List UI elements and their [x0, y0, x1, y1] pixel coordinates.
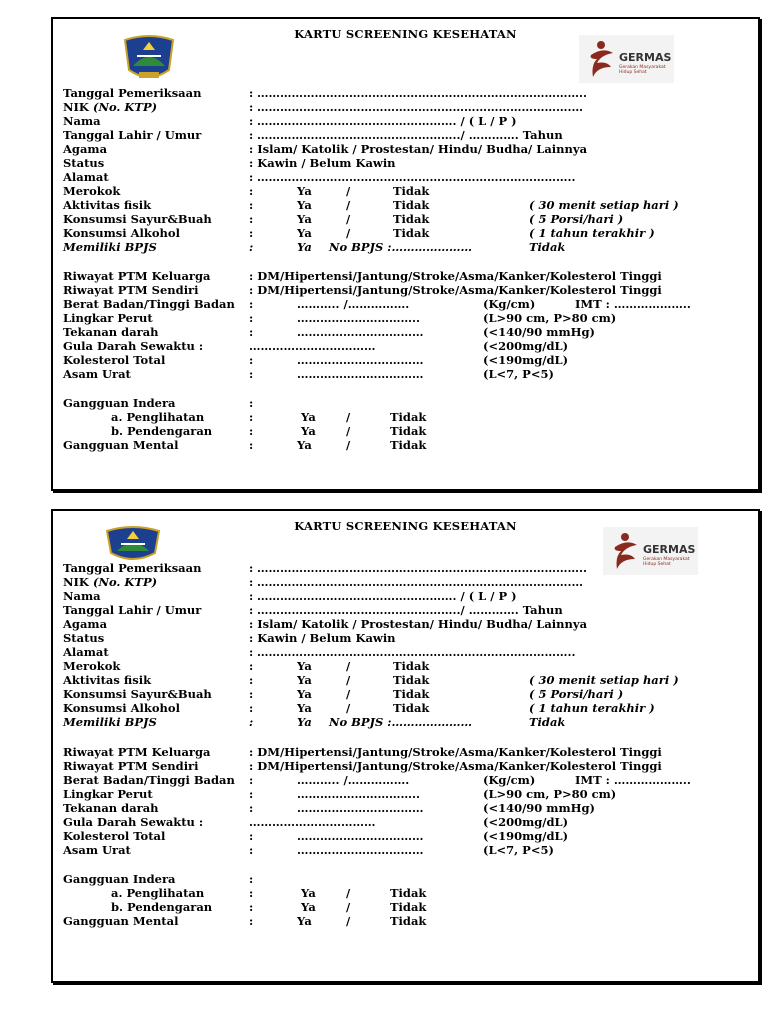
regency-crest-icon: [119, 32, 179, 84]
field-unit: (<190mg/dL): [483, 829, 569, 843]
colon: :: [249, 773, 254, 787]
field-label: Memiliki BPJS: [63, 240, 157, 254]
colon: :: [249, 424, 254, 438]
colon: :: [249, 297, 254, 311]
field-value: : Islam/ Katolik / Prostestan/ Hindu/ Budha/ Lainnya: [249, 617, 588, 631]
colon: :: [249, 829, 254, 843]
field-label: Konsumsi Alkohol: [63, 226, 180, 240]
field-label: Riwayat PTM Keluarga: [63, 269, 211, 283]
field-label: Agama: [63, 142, 108, 156]
colon: :: [249, 311, 254, 325]
colon: :: [249, 659, 254, 673]
field-label: Kolesterol Total: [63, 829, 166, 843]
bpjs-number: No BPJS :…………………: [329, 240, 473, 254]
row-mental: [63, 914, 753, 928]
field-label: Lingkar Perut: [63, 787, 153, 801]
field-label: Tanggal Pemeriksaan: [63, 86, 202, 100]
field-label: Gangguan Mental: [63, 914, 179, 928]
field-label: b. Pendengaran: [111, 424, 213, 438]
field-label: Merokok: [63, 184, 121, 198]
colon: :: [249, 900, 254, 914]
field-unit: (L>90 cm, P>80 cm): [483, 311, 617, 325]
option-ya: Ya: [297, 673, 312, 687]
row-nik: [63, 100, 753, 114]
field-label: Lingkar Perut: [63, 311, 153, 325]
field-label: NIK: [63, 100, 89, 114]
option-ya: Ya: [301, 410, 316, 424]
field-label: Asam Urat: [63, 367, 131, 381]
row-tanggal-pemeriksaan: [63, 86, 753, 100]
option-tidak: Tidak: [390, 886, 427, 900]
field-label: Konsumsi Alkohol: [63, 701, 180, 715]
imt-field: IMT : ………………..: [575, 297, 691, 311]
row-mental: [63, 438, 753, 452]
field-unit: (<200mg/dL): [483, 339, 569, 353]
row-ptm-keluarga: [63, 269, 753, 283]
field-label: Tekanan darah: [63, 801, 159, 815]
colon: :: [249, 198, 254, 212]
card-title: KARTU SCREENING KESEHATAN: [294, 27, 517, 41]
option-tidak: Tidak: [390, 438, 427, 452]
row-gula: [63, 815, 753, 829]
colon: :: [249, 701, 254, 715]
row-kolesterol: [63, 353, 753, 367]
option-slash: /: [346, 212, 351, 226]
option-tidak: Tidak: [393, 701, 430, 715]
row-alamat: [63, 645, 753, 659]
option-tidak: Tidak: [393, 659, 430, 673]
colon: :: [249, 575, 254, 589]
field-unit: (<200mg/dL): [483, 815, 569, 829]
field-value: : Kawin / Belum Kawin: [249, 156, 396, 170]
field-label: Aktivitas fisik: [63, 198, 152, 212]
field-label-italic: (No. KTP): [93, 100, 158, 114]
field-label: Aktivitas fisik: [63, 673, 152, 687]
option-slash: /: [346, 424, 351, 438]
field-label: Riwayat PTM Sendiri: [63, 283, 199, 297]
field-value: : DM/Hipertensi/Jantung/Stroke/Asma/Kanker/Kolesterol Tinggi: [249, 269, 662, 283]
field-label: Alamat: [63, 170, 109, 184]
row-aktivitas: [63, 673, 753, 687]
field-label: Gula Darah Sewaktu :: [63, 339, 204, 353]
row-penglihatan: [63, 410, 753, 424]
bpjs-number: No BPJS :…………………: [329, 715, 473, 729]
option-ya: Ya: [301, 900, 316, 914]
row-agama: [63, 617, 753, 631]
field-unit: (L>90 cm, P>80 cm): [483, 787, 617, 801]
field-label: Asam Urat: [63, 843, 131, 857]
field-value: ……………………………………………../ …………. Tahun: [257, 128, 563, 142]
screening-card: [51, 17, 760, 491]
field-value: : Islam/ Katolik / Prostestan/ Hindu/ Budha/ Lainnya: [249, 142, 588, 156]
option-ya: Ya: [297, 687, 312, 701]
field-value: ……………………………………………. / ( L / P ): [257, 589, 517, 603]
field-value: ………………………………………………………………………..: [257, 170, 576, 184]
row-status: [63, 631, 753, 645]
field-label: Gula Darah Sewaktu :: [63, 815, 204, 829]
field-label: Tanggal Lahir / Umur: [63, 603, 202, 617]
field-value: ……………………………………………………………………….…: [257, 100, 584, 114]
row-alkohol: [63, 226, 753, 240]
option-slash: /: [346, 914, 351, 928]
option-slash: /: [346, 886, 351, 900]
colon: :: [249, 353, 254, 367]
row-pendengaran: [63, 424, 753, 438]
colon: :: [249, 438, 254, 452]
option-tidak: Tidak: [393, 673, 430, 687]
field-value: ………………………………………………………………………..: [257, 645, 576, 659]
row-kolesterol: [63, 829, 753, 843]
row-asam-urat: [63, 367, 753, 381]
field-value: ……………………………………………../ …………. Tahun: [257, 603, 563, 617]
option-slash: /: [346, 438, 351, 452]
colon: :: [249, 184, 254, 198]
colon: :: [249, 715, 254, 729]
row-sayur: [63, 687, 753, 701]
row-pendengaran: [63, 900, 753, 914]
colon: :: [249, 673, 254, 687]
colon: :: [249, 603, 254, 617]
row-tekanan: [63, 801, 753, 815]
option-tidak: Tidak: [393, 687, 430, 701]
colon: :: [249, 170, 254, 184]
imt-field: IMT : ………………..: [575, 773, 691, 787]
colon: :: [249, 100, 254, 114]
field-unit: (L<7, P<5): [483, 843, 554, 857]
option-ya: Ya: [297, 212, 312, 226]
field-note: ( 30 menit setiap hari ): [529, 673, 679, 687]
option-slash: /: [346, 659, 351, 673]
field-unit: (L<7, P<5): [483, 367, 554, 381]
row-sayur: [63, 212, 753, 226]
field-value: ……………………………: [297, 367, 424, 381]
germas-subtitle: Gerakan Masyarakat Hidup Sehat: [643, 557, 690, 567]
field-label: Tanggal Lahir / Umur: [63, 128, 202, 142]
field-unit: (<140/90 mmHg): [483, 325, 595, 339]
field-label: Gangguan Indera: [63, 872, 176, 886]
field-label: Gangguan Indera: [63, 396, 176, 410]
card-title: KARTU SCREENING KESEHATAN: [294, 519, 517, 533]
field-label-italic: (No. KTP): [93, 575, 158, 589]
field-label: Merokok: [63, 659, 121, 673]
option-slash: /: [346, 410, 351, 424]
field-label: a. Penglihatan: [111, 886, 205, 900]
row-asam-urat: [63, 843, 753, 857]
field-label: Berat Badan/Tinggi Badan: [63, 297, 235, 311]
option-slash: /: [346, 701, 351, 715]
option-tidak: Tidak: [529, 715, 566, 729]
row-gula: [63, 339, 753, 353]
option-slash: /: [346, 673, 351, 687]
colon: :: [249, 843, 254, 857]
row-nama: [63, 589, 753, 603]
field-label: Tanggal Pemeriksaan: [63, 561, 202, 575]
field-label: Nama: [63, 589, 101, 603]
option-ya: Ya: [297, 659, 312, 673]
field-value: ……………………………: [297, 325, 424, 339]
colon: :: [249, 645, 254, 659]
row-lingkar-perut: [63, 787, 753, 801]
row-lingkar-perut: [63, 311, 753, 325]
row-ptm-sendiri: [63, 759, 753, 773]
option-slash: /: [346, 226, 351, 240]
option-ya: Ya: [297, 914, 312, 928]
option-slash: /: [346, 900, 351, 914]
field-label: Berat Badan/Tinggi Badan: [63, 773, 235, 787]
field-value: ……………………………: [297, 801, 424, 815]
option-ya: Ya: [297, 198, 312, 212]
field-value: ……………………………………………………………………….…: [257, 575, 584, 589]
field-label: Memiliki BPJS: [63, 715, 157, 729]
colon: :: [249, 561, 254, 575]
row-alkohol: [63, 701, 753, 715]
row-indera: [63, 872, 753, 886]
colon: :: [249, 86, 254, 100]
field-value: ……….. /…………….: [297, 773, 410, 787]
row-bb-tb: [63, 773, 753, 787]
field-label: Riwayat PTM Keluarga: [63, 745, 211, 759]
field-value: ……………………………: [297, 829, 424, 843]
row-merokok: [63, 659, 753, 673]
field-unit: (Kg/cm): [483, 297, 536, 311]
row-bpjs: [63, 240, 753, 254]
field-value: ……………………………………………. / ( L / P ): [257, 114, 517, 128]
option-tidak: Tidak: [390, 914, 427, 928]
option-tidak: Tidak: [393, 198, 430, 212]
field-value: …………………………………………………………………………..: [257, 86, 588, 100]
colon: :: [249, 787, 254, 801]
row-indera: [63, 396, 753, 410]
field-label: Konsumsi Sayur&Buah: [63, 687, 212, 701]
option-tidak: Tidak: [390, 900, 427, 914]
option-ya: Ya: [297, 715, 312, 729]
field-value: : Kawin / Belum Kawin: [249, 631, 396, 645]
germas-logo: [579, 35, 674, 83]
field-label: NIK: [63, 575, 89, 589]
row-ptm-keluarga: [63, 745, 753, 759]
colon: :: [249, 114, 254, 128]
colon: :: [249, 687, 254, 701]
field-value: ……….. /…………….: [297, 297, 410, 311]
field-label: Tekanan darah: [63, 325, 159, 339]
screening-card: [51, 509, 760, 983]
field-note: ( 1 tahun terakhir ): [529, 226, 655, 240]
option-slash: /: [346, 687, 351, 701]
field-value: ……………………………: [297, 843, 424, 857]
field-unit: (<190mg/dL): [483, 353, 569, 367]
field-note: ( 5 Porsi/hari ): [529, 687, 624, 701]
colon: :: [249, 325, 254, 339]
option-ya: Ya: [297, 701, 312, 715]
field-value: : DM/Hipertensi/Jantung/Stroke/Asma/Kanker/Kolesterol Tinggi: [249, 759, 662, 773]
field-label: Alamat: [63, 645, 109, 659]
colon: :: [249, 914, 254, 928]
field-note: ( 30 menit setiap hari ): [529, 198, 679, 212]
row-tanggal-lahir: [63, 128, 753, 142]
colon: :: [249, 212, 254, 226]
row-nama: [63, 114, 753, 128]
colon: :: [249, 886, 254, 900]
option-slash: /: [346, 184, 351, 198]
germas-wordmark: GERMAS: [619, 51, 672, 64]
row-agama: [63, 142, 753, 156]
row-merokok: [63, 184, 753, 198]
germas-wordmark: GERMAS: [643, 543, 696, 556]
field-label: Konsumsi Sayur&Buah: [63, 212, 212, 226]
field-label: a. Penglihatan: [111, 410, 205, 424]
field-value: ……………………………: [297, 353, 424, 367]
option-ya: Ya: [301, 424, 316, 438]
option-ya: Ya: [297, 226, 312, 240]
field-note: ( 5 Porsi/hari ): [529, 212, 624, 226]
colon: :: [249, 589, 254, 603]
option-tidak: Tidak: [393, 212, 430, 226]
field-label: Agama: [63, 617, 108, 631]
colon: :: [249, 396, 254, 410]
row-bpjs: [63, 715, 753, 729]
field-label: b. Pendengaran: [111, 900, 213, 914]
field-value: ……………………………: [249, 815, 376, 829]
option-slash: /: [346, 198, 351, 212]
field-label: Kolesterol Total: [63, 353, 166, 367]
row-bb-tb: [63, 297, 753, 311]
colon: :: [249, 240, 254, 254]
colon: :: [249, 128, 254, 142]
field-label: Riwayat PTM Sendiri: [63, 759, 199, 773]
row-aktivitas: [63, 198, 753, 212]
row-nik: [63, 575, 753, 589]
field-unit: (Kg/cm): [483, 773, 536, 787]
field-note: ( 1 tahun terakhir ): [529, 701, 655, 715]
field-label: Nama: [63, 114, 101, 128]
row-tanggal-lahir: [63, 603, 753, 617]
field-value: ……………………………: [249, 339, 376, 353]
row-alamat: [63, 170, 753, 184]
option-tidak: Tidak: [393, 226, 430, 240]
option-ya: Ya: [297, 240, 312, 254]
field-value: …………………………..: [297, 311, 421, 325]
field-value: : DM/Hipertensi/Jantung/Stroke/Asma/Kanker/Kolesterol Tinggi: [249, 745, 662, 759]
field-value: : DM/Hipertensi/Jantung/Stroke/Asma/Kanker/Kolesterol Tinggi: [249, 283, 662, 297]
colon: :: [249, 801, 254, 815]
field-label: Gangguan Mental: [63, 438, 179, 452]
option-tidak: Tidak: [529, 240, 566, 254]
row-status: [63, 156, 753, 170]
colon: :: [249, 226, 254, 240]
colon: :: [249, 872, 254, 886]
row-tanggal-pemeriksaan: [63, 561, 753, 575]
option-tidak: Tidak: [390, 424, 427, 438]
row-penglihatan: [63, 886, 753, 900]
option-ya: Ya: [297, 438, 312, 452]
option-tidak: Tidak: [390, 410, 427, 424]
field-value: …………………………..: [297, 787, 421, 801]
field-label: Status: [63, 156, 105, 170]
option-ya: Ya: [301, 886, 316, 900]
germas-subtitle: Gerakan Masyarakat Hidup Sehat: [619, 65, 666, 75]
field-label: Status: [63, 631, 105, 645]
option-tidak: Tidak: [393, 184, 430, 198]
row-tekanan: [63, 325, 753, 339]
colon: :: [249, 367, 254, 381]
field-value: …………………………………………………………………………..: [257, 561, 588, 575]
colon: :: [249, 410, 254, 424]
row-ptm-sendiri: [63, 283, 753, 297]
option-ya: Ya: [297, 184, 312, 198]
field-unit: (<140/90 mmHg): [483, 801, 595, 815]
